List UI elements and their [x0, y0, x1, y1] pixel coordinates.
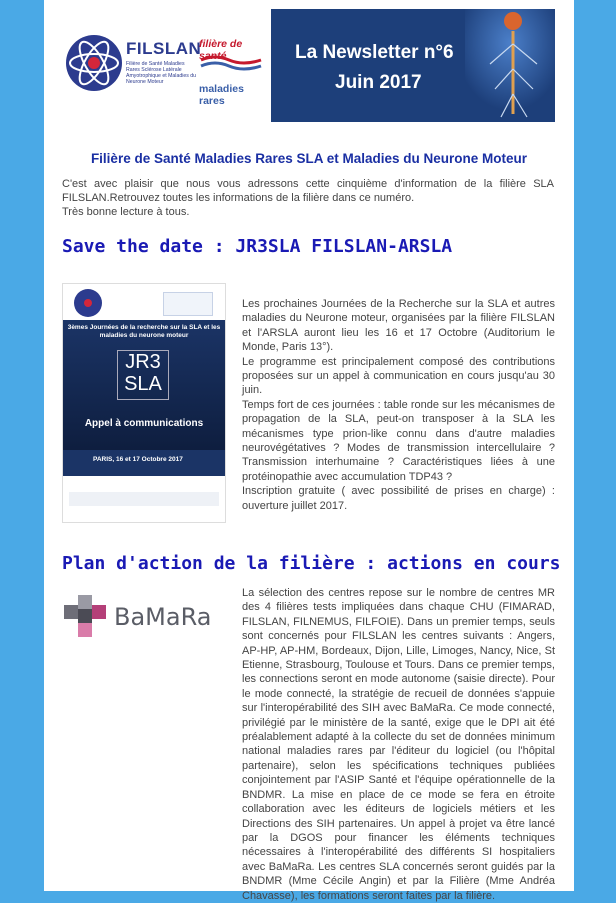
section-title-plan-action: Plan d'action de la filière : actions en cours	[62, 553, 561, 574]
filiere-maladies-rares-logo[interactable]	[199, 38, 269, 107]
poster-body	[63, 320, 225, 450]
section-title-save-the-date: Save the date : JR3SLA FILSLAN-ARSLA	[62, 236, 453, 257]
intro-title: Filière de Santé Maladies Rares SLA et Maladies du Neurone Moteur	[90, 151, 528, 166]
save-the-date-paragraph-2: Le programme est principalement composé des contributions proposées sur un appel à communication en cours jusqu'au 30 juin.	[242, 355, 555, 397]
bamara-wordmark: BaMaRa	[114, 603, 212, 631]
filslan-brand: FILSLAN	[126, 39, 202, 58]
bamara-logo[interactable]	[62, 593, 222, 641]
atom-icon	[64, 33, 124, 93]
newsletter-header	[44, 0, 574, 130]
plan-action-text	[242, 586, 555, 903]
poster-sponsors	[63, 476, 225, 522]
filslan-tagline: Filière de Santé Maladies Rares Sclérose Latérale Amyotrophique et Maladies du Neurone Moteur	[126, 61, 197, 85]
filslan-logo[interactable]	[64, 33, 202, 95]
sponsor-logo-bar	[69, 492, 219, 506]
poster-jr3sla-logo: JR3 SLA	[117, 350, 169, 400]
filslan-small-icon	[73, 288, 103, 318]
save-the-date-paragraph-4: Inscription gratuite ( avec possibilité de prises en charge) : ouverture juillet 2017.	[242, 485, 555, 512]
save-the-date-paragraph-1: Les prochaines Journées de la Recherche sur la SLA et autres maladies du Neurone moteur, organisées par la filière FILSLAN et l'ARSLA auront lieu les 16 et 17 Octobre (Auditorium le Monde, Paris 13°).	[242, 298, 555, 354]
jr3sla-poster-image[interactable]	[62, 283, 226, 523]
banner-date: Juin 2017	[335, 72, 422, 93]
newsletter-banner	[271, 9, 555, 122]
intro-text	[62, 177, 554, 219]
poster-logos	[63, 284, 225, 322]
intro-paragraph: C'est avec plaisir que nous vous adressons cette cinquième d'information de la filière SLA FILSLAN.Retrouvez toutes les informations de la filière dans ce numéro.	[62, 178, 554, 204]
plan-action-paragraph: La sélection des centres repose sur le nombre de centres MR des 4 filières tests impliquées dans chaque CHU (FIMARAD, FILSLAN, FILNEMUS, FILFOIE). Dans un premier temps, seuls sont concernés pour FILSLAN les centres suivants : Angers, AP-HP, AP-HM, Bordeaux, Dijon, Lille, Limoges, Nancy, Nice, St Etienne, Strasbourg, Toulouse et Tours. Dans ce premier temps, les connections seront en mode autonome (saisie directe). Pour le mode connecté, la stratégie de recueil de données s'appuie sur l'interopérabilité des SIH avec BaMaRa. Ce mode connecté, privilégié par le ministère de la santé, exige que le DPI ait été préalablement adapté à la collecte du set de données minimum national maladies rares par l'éditeur du logiciel (ou l'hôpital partenaire), selon les spécifications techniques publiées conjointement par l'ASIP Santé et l'équipe opérationnelle de la BNDMR. La mise en place de ce mode se fera en étroite collaboration avec les éditeurs de logiciels métiers et les Directions des SIH partenaires. Un appel à projet va être lancé par la DGOS pour financer les éléments techniques nécessaires à l'interopérabilité des différents SI hospitaliers avec BaMaRa. Les centres SLA concernés seront guidés par la BNDMR (Mme Cécile Angin) et par la Filière (Mme Andréa Chavasse), les formations seront faites par la filière.	[242, 587, 555, 902]
poster-date-strip	[63, 450, 225, 476]
bamara-cube-icon	[62, 593, 108, 639]
save-the-date-paragraph-3: Temps fort de ces journées : table ronde sur les mécanismes de propagation de la SLA, peut-on transposer à la SLA les mécanismes type prion-like connu dans d'autre maladies neurovégétatives ? Modes de transmission intercellulaire ? Transmission interhumaine ? Caractéristiques liées à une protéinopathie avec accumulation TDP43 ?	[242, 398, 555, 483]
newsletter-page	[44, 0, 574, 902]
poster-date: PARIS, 16 et 17 Octobre 2017	[93, 456, 183, 463]
filiere-line2: maladies rares	[199, 83, 244, 107]
spine-figure-icon	[465, 9, 555, 122]
banner-title: La Newsletter n°6	[295, 42, 454, 63]
intro-closing: Très bonne lecture à tous.	[62, 206, 190, 218]
poster-appel: Appel à communications	[84, 418, 204, 429]
arsla-logo	[163, 292, 213, 316]
wave-icon	[199, 54, 263, 72]
poster-subtitle: 3èmes Journées de la recherche sur la SLA et les maladies du neurone moteur	[67, 324, 221, 339]
save-the-date-text	[242, 297, 555, 513]
filiere-line1: filière de santé	[199, 38, 243, 62]
